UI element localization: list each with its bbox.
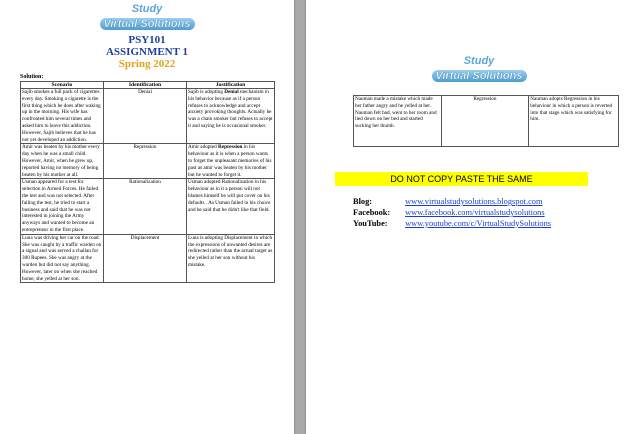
facebook-link[interactable]: www.facebook.com/virtualstudysolutions: [405, 208, 545, 217]
facebook-link-row: [353, 208, 545, 217]
scenario-cell: Nauman made a mistake which made her father angry and he yelled at her. Nauman felt bad, went to her room and lied down on her bed and started sucking her thumb.: [354, 96, 442, 147]
assignment-title: ASSIGNMENT 1: [105, 46, 188, 58]
youtube-label: YouTube:: [353, 219, 388, 228]
column-header-scenario: Scenario: [21, 82, 104, 89]
brand-logo: [424, 56, 534, 84]
column-header-identification: Identification: [103, 82, 186, 89]
justification-bold: Denial: [224, 89, 239, 95]
identification-cell: Repression: [103, 144, 186, 179]
justification-text: Usman adopted Rationalization in his behaviour as in it a person will not blames himself he will put cover on his defaults . As Usman failed in his choice and he said that he didn't like that field.: [188, 179, 271, 213]
defense-mechanism-table: [20, 81, 275, 283]
justification-text: in his behaviour as it is when a person wants to forget the unpleasant memories of his past as amir was beaten by his mother but he wanted to forget it.: [188, 144, 272, 178]
copy-warning-banner: DO NOT COPY PASTE THE SAME: [335, 172, 588, 186]
justification-cell: [187, 179, 275, 234]
identification-cell: Rationalization: [103, 179, 186, 234]
scenario-cell: Amir was beaten by his mother every day when he was a small child. However, Amir, when he grew up, reported having no memory of being beaten by his mother at all.: [21, 144, 104, 179]
table-row: [354, 96, 619, 147]
logo-line-1: Study: [131, 3, 163, 15]
solution-label: Solution:: [20, 74, 44, 80]
justification-text: Sajib is adopting: [188, 89, 225, 95]
justification-text: mechanism in his behavior because as if a person refuses to acknowledge and accept anxiety provoking thoughts. Actually he was a chain smoker but refuses to accept it and saying he is occasional smoker.: [188, 89, 273, 129]
document-page-2: [306, 0, 639, 434]
blog-label: Blog:: [353, 197, 373, 206]
identification-cell: Regression: [441, 96, 529, 147]
scenario-cell: Usman appeared for a test for selection in Armed Forces. He failed the test and was not selected. After failing the test, he tried to start a business and said that he was not interested in joining the Army anyways and wanted to become an entrepreneur in the first place.: [21, 179, 104, 234]
scenario-cell: Sajib smokes a full pack of cigarettes every day. Smoking a cigarette is the first thing which he does after waking up in the morning. His wife has confronted him several times and asked him to leave this addiction. However, Sajib believes that he has not yet developed an addiction.: [21, 89, 104, 144]
justification-cell: [187, 89, 275, 144]
logo-line-1: Study: [463, 55, 495, 67]
facebook-label: Facebook:: [353, 208, 391, 217]
scenario-cell: Luna was driving her car on the road. She was caught by a traffic warden on a signal and was served a challan for 300 Rupees. She was angry at the warden but did not say anything. However, later on when she reached home, she yelled at her son.: [21, 234, 104, 283]
defense-mechanism-table-continued: [353, 95, 619, 147]
logo-line-2: Virtual Solutions: [100, 18, 195, 30]
justification-text: Amir adopted: [188, 144, 219, 151]
justification-cell: [187, 234, 275, 283]
identification-cell: Displacement: [103, 234, 186, 283]
blog-link[interactable]: www.virtualstudysolutions.blogspot.com: [405, 197, 543, 206]
justification-cell: Nauman adopts Regression in his behaviour in which a person is reverted into that stage which was satisfying for him.: [529, 96, 619, 147]
identification-cell: Denial: [103, 89, 186, 144]
logo-line-2: Virtual Solutions: [432, 70, 527, 82]
table-row: [21, 89, 275, 144]
youtube-link[interactable]: www.youtube.com/c/VirtualStudySolutions: [405, 219, 552, 228]
blog-link-row: [353, 197, 543, 206]
brand-logo: [92, 4, 202, 32]
table-row: [21, 234, 275, 283]
table-row: [21, 179, 275, 234]
justification-cell: [187, 144, 275, 179]
term-label: Spring 2022: [118, 58, 176, 70]
youtube-link-row: [353, 219, 551, 228]
course-code: PSY101: [128, 34, 166, 46]
justification-text: Luna is adopting Displacement in which the expressions of unwanted desires are redirected rather than the actual target as she yelled at her son without his mistake.: [188, 234, 273, 268]
justification-bold: Repression: [218, 144, 243, 151]
document-page-1: [0, 0, 294, 434]
table-header-row: [21, 82, 275, 89]
table-row: [21, 144, 275, 179]
column-header-justification: Justification: [187, 82, 275, 89]
